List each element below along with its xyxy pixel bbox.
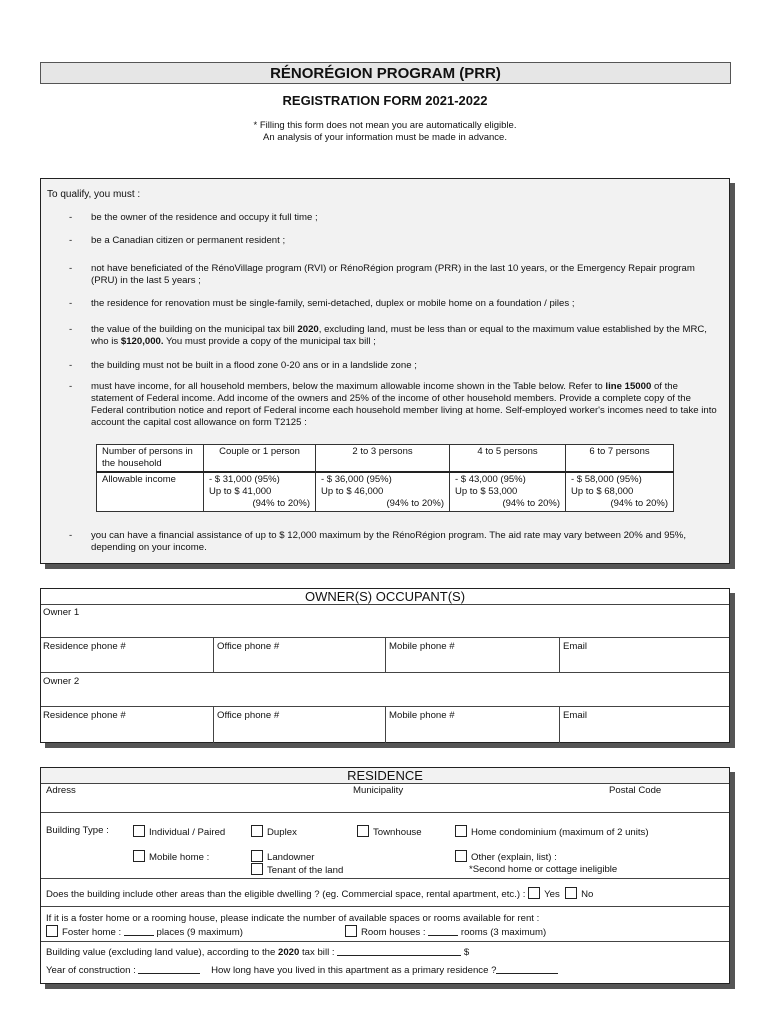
owner1-mobile-phone[interactable]: Mobile phone # xyxy=(389,641,455,652)
type-home-condo-option[interactable] xyxy=(455,825,649,838)
criterion-text-part: of the statement of Federal income. Add income of the owners and 25% of the income of other household members. Provide a complete copy of the Federal contribution notice and report of Federal income each household member living at home. Self-employed worker's incomes need to take into account the capital cost allowance on form T2125 : xyxy=(91,381,717,428)
room-houses-option[interactable] xyxy=(345,925,546,938)
income-header-cell: 2 to 3 persons xyxy=(316,445,450,473)
criterion-text-part: the value of the building on the municipal tax bill xyxy=(91,324,298,335)
foster-question: If it is a foster home or a rooming house, please indicate the number of available spaces or rooms available for rent : xyxy=(46,913,540,924)
form-title xyxy=(40,62,731,84)
income-table-row xyxy=(97,472,674,512)
income-cell xyxy=(316,472,450,512)
criterion-text xyxy=(91,381,721,429)
type-individual-label: Individual / Paired xyxy=(149,827,226,838)
tax-bill-year: 2020 xyxy=(278,947,300,958)
income-max: Up to $ 46,000 xyxy=(321,486,384,497)
checkbox-icon[interactable] xyxy=(345,925,357,937)
divider xyxy=(41,941,729,942)
bullet-dash: - xyxy=(69,263,73,274)
construction-row xyxy=(46,964,558,976)
type-mobile-home-label: Mobile home : xyxy=(149,852,210,863)
income-line-ref: line 15000 xyxy=(605,381,652,392)
income-max: Up to $ 68,000 xyxy=(571,486,634,497)
owners-section-title: OWNER(S) OCCUPANT(S) xyxy=(304,589,466,604)
criterion-text-part: You must provide a copy of the municipal tax bill ; xyxy=(163,336,376,347)
income-rate-range: (94% to 20%) xyxy=(252,498,310,509)
building-value-text: Building value (excluding land value), according to the xyxy=(46,947,278,958)
criterion-text: the residence for renovation must be single-family, semi-detached, duplex or mobile home on a foundation / piles ; xyxy=(91,298,575,309)
type-other-label: Other (explain, list) : xyxy=(471,852,557,863)
criterion-text: be a Canadian citizen or permanent resident ; xyxy=(91,235,286,246)
checkbox-icon[interactable] xyxy=(133,850,145,862)
other-areas-text: Does the building include other areas than the eligible dwelling ? (eg. Commercial space, rental apartment, etc.) : xyxy=(46,889,526,900)
type-other-option[interactable] xyxy=(455,850,557,863)
second-home-note: *Second home or cottage ineligible xyxy=(469,864,618,875)
income-max: Up to $ 41,000 xyxy=(209,486,272,497)
income-header-cell: Couple or 1 person xyxy=(204,445,316,473)
divider xyxy=(41,812,729,813)
type-tenant-option[interactable] xyxy=(251,863,343,876)
checkbox-icon[interactable] xyxy=(251,863,263,875)
income-table-header xyxy=(97,445,674,473)
income-rate-range: (94% to 20%) xyxy=(610,498,668,509)
eligibility-note xyxy=(0,120,770,144)
other-areas-question xyxy=(46,887,593,900)
type-duplex-option[interactable] xyxy=(251,825,297,838)
residence-section-title: RESIDENCE xyxy=(41,768,729,784)
bullet-dash: - xyxy=(69,324,73,335)
criterion-text xyxy=(91,324,721,348)
owners-section xyxy=(40,588,730,743)
income-rate-full: - $ 58,000 (95%) xyxy=(571,474,642,485)
type-duplex-label: Duplex xyxy=(267,827,297,838)
checkbox-icon[interactable] xyxy=(357,825,369,837)
no-label: No xyxy=(581,889,594,900)
bullet-dash: - xyxy=(69,235,73,246)
divider xyxy=(213,637,214,672)
divider xyxy=(559,637,560,672)
checkbox-icon[interactable] xyxy=(455,825,467,837)
building-value-input[interactable] xyxy=(337,946,461,956)
building-type-label: Building Type : xyxy=(46,825,109,836)
bullet-dash: - xyxy=(69,298,73,309)
places-input[interactable] xyxy=(124,926,154,936)
eligibility-note-line1: * Filling this form does not mean you are automatically eligible. xyxy=(253,120,517,131)
income-row-label: Allowable income xyxy=(97,472,204,512)
how-long-input[interactable] xyxy=(496,964,558,974)
checkbox-icon[interactable] xyxy=(251,825,263,837)
foster-home-label: Foster home : xyxy=(62,927,122,938)
form-subtitle: REGISTRATION FORM 2021-2022 xyxy=(282,93,488,108)
bullet-dash: - xyxy=(69,381,73,392)
income-rate-full: - $ 43,000 (95%) xyxy=(455,474,526,485)
income-max: Up to $ 53,000 xyxy=(455,486,518,497)
type-mobile-home-option[interactable] xyxy=(133,850,209,863)
checkbox-icon[interactable] xyxy=(133,825,145,837)
year-construction-input[interactable] xyxy=(138,964,200,974)
income-cell xyxy=(450,472,566,512)
divider xyxy=(41,906,729,907)
rooms-input[interactable] xyxy=(428,926,458,936)
owner2-office-phone[interactable]: Office phone # xyxy=(217,710,280,721)
type-tenant-label: Tenant of the land xyxy=(267,865,344,876)
no-checkbox[interactable] xyxy=(565,887,577,899)
criterion-text: be the owner of the residence and occupy it full time ; xyxy=(91,212,318,223)
income-table xyxy=(96,444,674,512)
income-cell xyxy=(566,472,674,512)
dollar-sign: $ xyxy=(463,947,470,958)
bullet-dash: - xyxy=(69,530,73,541)
type-townhouse-option[interactable] xyxy=(357,825,422,838)
criterion-text: you can have a financial assistance of up to $ 12,000 maximum by the RénoRégion program. The aid rate may vary between 20% and 95%, depending on your income. xyxy=(91,530,686,553)
max-value: $120,000. xyxy=(120,336,164,347)
qualification-box xyxy=(40,178,730,564)
income-rate-range: (94% to 20%) xyxy=(502,498,560,509)
divider xyxy=(41,783,729,784)
criterion-text-part: must have income, for all household members, below the maximum allowable income shown in the Table below. Refer to xyxy=(91,381,606,392)
type-landowner-label: Landowner xyxy=(267,852,315,863)
income-header-cell: 4 to 5 persons xyxy=(450,445,566,473)
building-value-row xyxy=(46,946,469,958)
checkbox-icon[interactable] xyxy=(46,925,58,937)
income-rate-range: (94% to 20%) xyxy=(386,498,444,509)
income-header-cell: Number of persons in the household xyxy=(97,445,204,473)
places-label: places (9 maximum) xyxy=(156,927,243,938)
income-header-cell: 6 to 7 persons xyxy=(566,445,674,473)
income-cell xyxy=(204,472,316,512)
owner2-field[interactable]: Owner 2 xyxy=(43,676,80,687)
owner1-field[interactable]: Owner 1 xyxy=(43,607,80,618)
form-title-text: RÉNORÉGION PROGRAM (PRR) xyxy=(270,64,501,82)
divider xyxy=(385,637,386,672)
owner1-office-phone[interactable]: Office phone # xyxy=(217,641,280,652)
criterion-text: the building must not be built in a flood zone 0-20 ans or in a landslide zone ; xyxy=(91,360,417,371)
municipality-field[interactable]: Municipality xyxy=(353,785,404,796)
residence-section xyxy=(40,767,730,984)
bullet-dash: - xyxy=(69,212,73,223)
room-houses-label: Room houses : xyxy=(361,927,426,938)
checkbox-icon[interactable] xyxy=(251,850,263,862)
owner2-residence-phone[interactable]: Residence phone # xyxy=(43,710,126,721)
how-long-label: How long have you lived in this apartment as a primary residence ? xyxy=(211,965,497,976)
foster-home-option[interactable] xyxy=(46,925,243,938)
divider xyxy=(41,672,729,673)
rooms-label: rooms (3 maximum) xyxy=(460,927,547,938)
divider xyxy=(559,706,560,743)
type-townhouse-label: Townhouse xyxy=(373,827,422,838)
address-field[interactable]: Adress xyxy=(46,785,76,796)
owner2-email[interactable]: Email xyxy=(563,710,587,721)
type-landowner-option[interactable] xyxy=(251,850,314,863)
year-construction-label: Year of construction : xyxy=(46,965,136,976)
income-rate-full: - $ 31,000 (95%) xyxy=(209,474,280,485)
owner1-residence-phone[interactable]: Residence phone # xyxy=(43,641,126,652)
building-value-text: tax bill : xyxy=(299,947,335,958)
divider xyxy=(41,604,729,605)
bullet-dash: - xyxy=(69,360,73,371)
yes-label: Yes xyxy=(544,889,560,900)
divider xyxy=(213,706,214,743)
income-rate-full: - $ 36,000 (95%) xyxy=(321,474,392,485)
tax-year: 2020 xyxy=(297,324,319,335)
eligibility-note-line2: An analysis of your information must be made in advance. xyxy=(263,132,507,143)
owner1-email[interactable]: Email xyxy=(563,641,587,652)
qualification-heading: To qualify, you must : xyxy=(47,189,141,200)
divider xyxy=(41,878,729,879)
criterion-text: not have beneficiated of the RénoVillage program (RVI) or RénoRégion program (PRR) in the last 10 years, or the Emergency Repair program (PRU) in the last 5 years ; xyxy=(91,263,695,286)
type-home-condo-label: Home condominium (maximum of 2 units) xyxy=(471,827,649,838)
owner2-mobile-phone[interactable]: Mobile phone # xyxy=(389,710,455,721)
type-individual-option[interactable] xyxy=(133,825,225,838)
checkbox-icon[interactable] xyxy=(455,850,467,862)
yes-checkbox[interactable] xyxy=(528,887,540,899)
criterion-text-part: , excluding land, must be less than or equal to the maximum value established by the MRC, who is xyxy=(91,324,707,347)
divider xyxy=(385,706,386,743)
postal-code-field[interactable]: Postal Code xyxy=(609,785,662,796)
